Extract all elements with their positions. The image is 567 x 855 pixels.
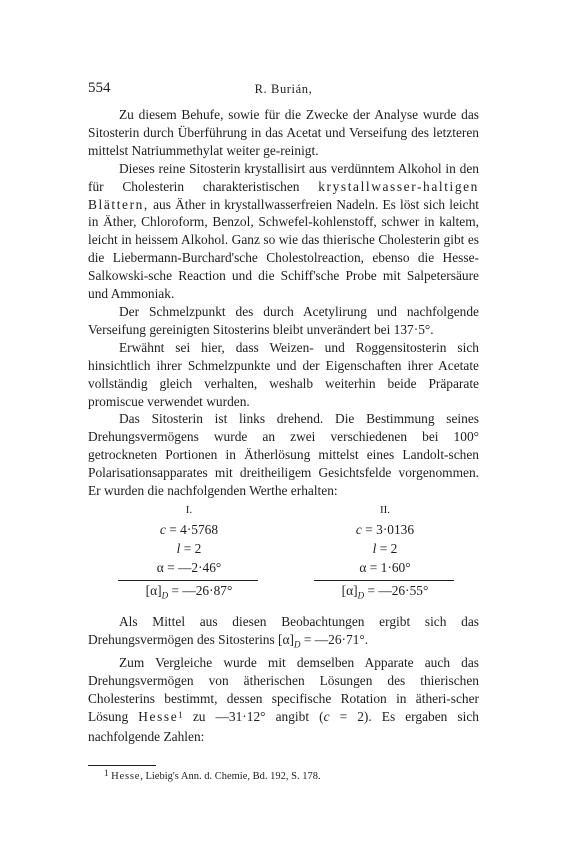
page-number: 554 [88, 80, 111, 96]
length-row: l = 2 [176, 540, 202, 556]
paragraph-4: Erwähnt sei hier, dass Weizen- und Roggensitosterin sich hinsichtlich ihrer Schmelzpunkte und der Eigenschaften ihrer Acetate vollständig gleich verhalten, weshalb weiterhin beide Präparate promiscue verwendet wurden. [88, 339, 479, 409]
paragraph-3: Der Schmelzpunkt des durch Acetylirung und nachfolgende Verseifung gereinigten Sitosterins bleibt unverändert bei 137·5°. [88, 303, 479, 337]
footnote-mark: 1 [104, 768, 109, 778]
footnote-reference[interactable]: 1 [178, 710, 183, 721]
length-row: l = 2 [372, 540, 398, 556]
footnote-divider [88, 765, 156, 766]
alpha-row: α = 1·60° [359, 559, 411, 575]
running-head: R. Burián, [254, 82, 313, 96]
rotation-row: $[\alpha]_D$ = —26·55° [341, 582, 429, 601]
paragraph-5: Das Sitosterin ist links drehend. Die Bestimmung seines Drehungsvermögens wurde an zwei verschiedenen bei 100° getrockneten Portionen in Ätherlösung mittelst eines Landolt-schen Polarisationsapparates mit dreitheiligem Gesichtsfelde vorgenommen. Er wurden die nachfolgenden Werthe erhalten: [88, 411, 479, 499]
footnote-text: , Liebig's Ann. d. Chemie, Bd. 192, S. 178. [140, 771, 321, 782]
body-text [88, 106, 479, 746]
footnote-author: Hesse [111, 771, 141, 782]
page-header [88, 80, 479, 102]
measurement-table [88, 504, 479, 610]
paragraph-6: Als Mittel aus diesen Beobachtungen ergibt sich das Drehungsvermögen des Sitosterins $[\alpha]_D$ = —26·71°. [88, 613, 479, 650]
alpha-row: α = —2·46° [156, 559, 222, 575]
paragraph-7: Zum Vergleiche wurde mit demselben Apparate auch das Drehungsvermögen von ätherischen Lösungen des thierischen Cholesterins bestimmt, dessen specifische Rotation in ätheri-scher Lösung Hesse$^1$ zu —31·12° angibt (c = 2). Es ergaben sich nachfolgende Zahlen: [88, 655, 480, 745]
paragraph-2-text-b: aus Äther in krystallwasserfreien Nadeln. Es löst sich leicht in Äther, Chloroform, Benzol, Schwefel-kohlenstoff, schwer in kaltem, leicht in heissem Alkohol. Ganz so wie das thierische Cholesterin gibt es die Liebermann-Burchard'sche Cholestolreaction, ebenso die Hesse-Salkowski-sche Reaction und die Schiff'sche Probe mit Salpetersäure und Ammoniak. [88, 196, 479, 302]
column-label: I. [185, 503, 193, 516]
paragraph-1: Zu diesem Behufe, sowie für die Zwecke der Analyse wurde das Sitosterin durch Überführung in das Acetat und Verseifung des letzteren mittelst Natriummethylat weiter ge-reinigt. [88, 107, 479, 158]
rotation-row: $[\alpha]_D$ = —26·87° [145, 582, 233, 601]
paragraph-2 [88, 160, 479, 303]
author-name: Hesse [138, 709, 179, 725]
footnote [104, 770, 479, 783]
concentration-row: c = 3·0136 [355, 521, 415, 537]
result-rule [314, 580, 454, 581]
paragraph-2-text-a: Dieses reine Sitosterin krystallisirt aus verdünntem Alkohol in den für Cholesterin charakteristischen [88, 160, 479, 194]
result-rule [118, 580, 258, 581]
concentration-row: c = 4·5768 [159, 521, 219, 537]
spaced-emphasis: krystallwasser-haltigen Blättern, [88, 178, 479, 212]
column-label: II. [379, 503, 391, 516]
